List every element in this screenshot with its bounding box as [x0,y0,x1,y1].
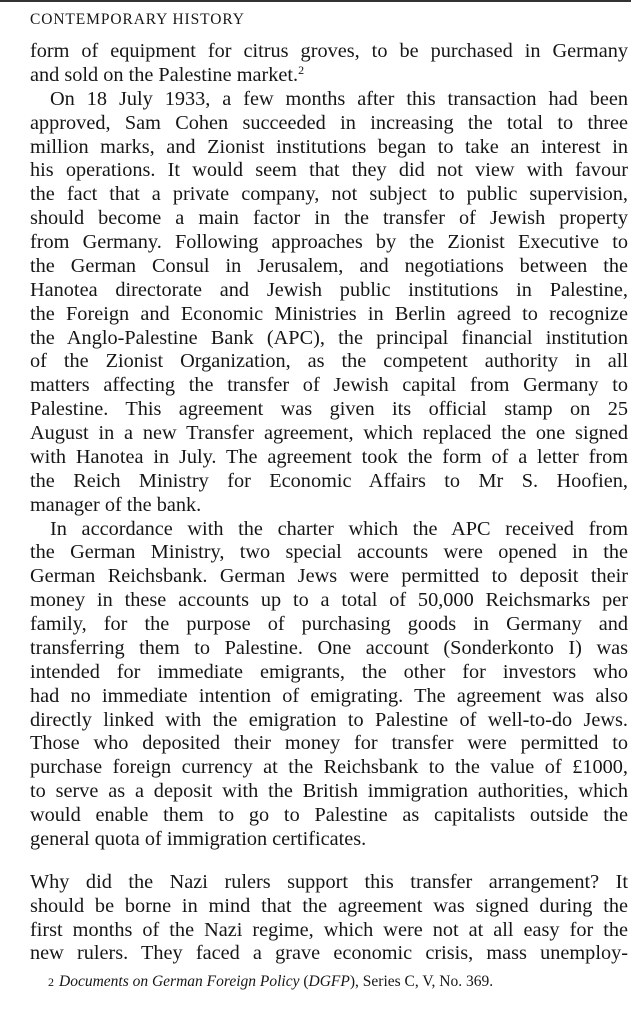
text-line [30,565,628,589]
text-line [30,685,628,709]
text-line [30,112,628,136]
line-text: the German Ministry, two special accounts were opened in the [30,541,628,564]
footnote-reference: 2 [298,62,305,77]
line-text: August in a new Transfer agreement, which replaced the one signed [30,422,628,444]
running-head: CONTEMPORARY HISTORY [30,11,245,28]
line-text: new rulers. They faced a grave economic crisis, mass unemploy- [30,942,628,965]
text-line [30,446,628,470]
text-line [30,40,628,64]
line-text: matters affecting the transfer of Jewish capital from Germany to [30,374,628,397]
text-line [30,895,628,919]
footnote-abbr: DGFP [308,973,350,990]
line-text: and sold on the Palestine market. [30,63,299,86]
text-line [30,136,628,160]
text-line [30,661,628,685]
section-gap [30,852,628,871]
line-text: Hanotea directorate and Jewish public institutions in Palestine, [30,278,628,301]
paragraph [30,88,628,518]
text-line [30,494,628,518]
line-text: should become a main factor in the transfer of Jewish property [30,207,628,230]
text-line [30,613,628,637]
line-text: German Reichsbank. German Jews were permitted to deposit their [30,565,628,588]
line-text: the fact that a private company, not subject to public supervision, [30,183,628,206]
paragraph [30,40,628,88]
line-text: In accordance with the charter which the APC received from [50,517,628,540]
text-line [30,374,628,398]
text-line [30,732,628,756]
line-text: had no immediate intention of emigrating. The agreement was also [30,684,628,707]
line-text: his operations. It would seem that they did not view with favour [30,159,628,182]
text-line [30,756,628,780]
line-text: manager of the bank. [30,493,202,516]
text-line [30,518,628,542]
line-text: directly linked with the emigration to Palestine of well-to-do Jews. [30,708,628,731]
line-text: general quota of immigration certificates. [30,827,367,850]
line-text: family, for the purpose of purchasing goods in Germany and [30,613,628,635]
line-text: million marks, and Zionist institutions began to take an interest in [30,135,628,158]
body-text [30,40,628,966]
line-text: intended for immediate emigrants, the other for investors who [30,660,628,683]
text-line [30,828,628,852]
paragraph [30,518,628,852]
line-text: On 18 July 1933, a few months after this transaction had been [50,87,628,110]
line-text: Palestine. This agreement was given its official stamp on 25 [30,398,628,421]
text-line [30,303,628,327]
text-line [30,589,628,613]
text-line [30,804,628,828]
paragraph [30,871,628,967]
text-line [30,183,628,207]
line-text: first months of the Nazi regime, which were not at all easy for the [30,918,628,941]
text-line [30,207,628,231]
line-text: the Reich Ministry for Economic Affairs to Mr S. Hoofien, [30,469,628,492]
text-line [30,422,628,446]
line-text: purchase foreign currency at the Reichsbank to the value of £1000, [30,756,628,779]
text-line [30,871,628,895]
footnote [48,973,493,991]
text-line [30,780,628,804]
text-line [30,709,628,733]
footnote-mark: 2 [48,975,54,989]
line-text: from Germany. Following approaches by the Zionist Executive to [30,231,628,253]
text-line [30,398,628,422]
line-text: Those who deposited their money for transfer were permitted to [30,732,628,755]
text-line [30,942,628,966]
line-text: form of equipment for citrus groves, to be purchased in Germany [30,40,628,62]
text-line [30,637,628,661]
line-text: would enable them to go to Palestine as capitalists outside the [30,804,628,826]
line-text: the Foreign and Economic Ministries in Berlin agreed to recognize [30,302,628,325]
text-line [30,255,628,279]
page-top-rule [0,0,631,2]
line-text: money in these accounts up to a total of 50,000 Reichsmarks per [30,589,628,612]
text-line [30,231,628,255]
text-line [30,279,628,303]
text-line [30,470,628,494]
text-line [30,919,628,943]
line-text: Why did the Nazi rulers support this transfer arrangement? It [30,870,628,893]
text-line [30,64,628,88]
line-text: approved, Sam Cohen succeeded in increasing the total to three [30,111,628,134]
text-line [30,350,628,374]
line-text: should be borne in mind that the agreement was signed during the [30,894,628,917]
text-line [30,327,628,351]
text-line [30,159,628,183]
line-text: with Hanotea in July. The agreement took the form of a letter from [30,445,628,468]
footnote-paren: ( [299,973,309,990]
text-line [30,88,628,112]
line-text: to serve as a deposit with the British immigration authorities, which [30,780,628,803]
line-text: the Anglo-Palestine Bank (APC), the principal financial institution [30,326,628,349]
text-line [30,541,628,565]
footnote-title: Documents on German Foreign Policy [59,973,300,990]
line-text: the German Consul in Jerusalem, and negotiations between the [30,254,628,277]
line-text: transferring them to Palestine. One account (Sonderkonto I) was [30,636,628,659]
footnote-rest: ), Series C, V, No. 369. [349,973,494,990]
line-text: of the Zionist Organization, as the competent authority in all [30,350,628,373]
